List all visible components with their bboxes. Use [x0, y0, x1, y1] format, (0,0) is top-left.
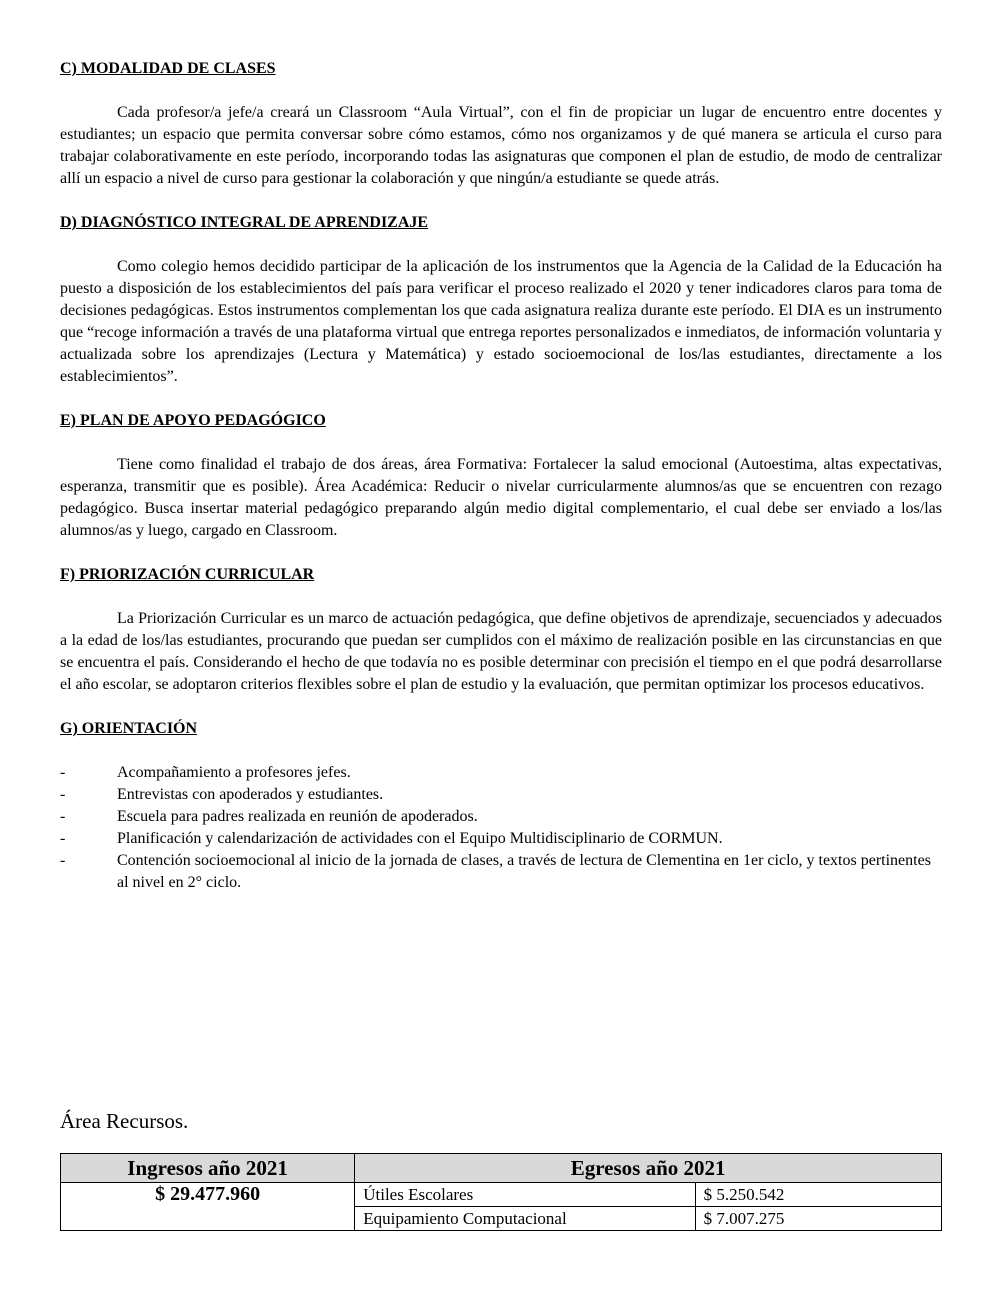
- egreso-item: Útiles Escolares: [355, 1183, 695, 1207]
- list-item: [60, 806, 942, 828]
- resources-table: [60, 1153, 942, 1231]
- ingresos-header: Ingresos año 2021: [61, 1154, 355, 1183]
- bullet-dash: -: [60, 786, 66, 803]
- table-header-row: [61, 1154, 942, 1183]
- list-item: [60, 762, 942, 784]
- section-heading: C) MODALIDAD DE CLASES: [60, 60, 276, 77]
- list-item: [60, 828, 942, 850]
- section-heading: G) ORIENTACIÓN: [60, 720, 198, 737]
- list-item-text: Entrevistas con apoderados y estudiantes.: [117, 786, 384, 803]
- section-paragraph: Tiene como finalidad el trabajo de dos áreas, área Formativa: Fortalecer la salud emocional (Autoestima, altas expectativas, esperanza, transmitir que es posible). Área Académica: Reducir o nivelar curricularmente alumnos/as que se encuentren con rezago pedagógico. Busca insertar material pedagógico preparando algún medio digital complementario, el cual debe ser enviado a los/las alumnos/as y luego, cargado en Classroom.: [60, 456, 942, 539]
- bullet-dash: -: [60, 830, 66, 847]
- document-body: [60, 58, 942, 894]
- egreso-amount: $ 5.250.542: [695, 1183, 941, 1207]
- table-row: [61, 1183, 942, 1207]
- section-diagnostico: [60, 212, 942, 388]
- section-paragraph: Como colegio hemos decidido participar de la aplicación de los instrumentos que la Agencia de la Calidad de la Educación ha puesto a disposición de los establecimientos del país para verificar el proceso realizado el 2020 y tener indicadores claros para toma de decisiones pedagógicas. Estos instrumentos complementan los que cada asignatura realiza durante este período. El DIA es un instrumento que “recoge información a través de una plataforma virtual que entrega reportes personalizados e inmediatos, de información voluntaria y actualizada sobre los aprendizajes (Lectura y Matemática) y estado socioemocional de los/las estudiantes, directamente a los establecimientos”.: [60, 258, 942, 385]
- list-item-text: Acompañamiento a profesores jefes.: [117, 764, 351, 781]
- list-item-text: Contención socioemocional al inicio de la jornada de clases, a través de lectura de Clementina en 1er ciclo, y textos pertinentes al nivel en 2° ciclo.: [117, 852, 931, 891]
- egresos-header: Egresos año 2021: [355, 1154, 942, 1183]
- section-modalidad: [60, 58, 942, 190]
- egreso-item: Equipamiento Computacional: [355, 1207, 695, 1231]
- bullet-dash: -: [60, 852, 66, 869]
- section-heading: F) PRIORIZACIÓN CURRICULAR: [60, 566, 315, 583]
- bullet-dash: -: [60, 808, 66, 825]
- section-paragraph: La Priorización Curricular es un marco de actuación pedagógica, que define objetivos de aprendizaje, secuenciados y adecuados a la edad de los/las estudiantes, procurando que puedan ser cumplidos con el máximo de realización posible en las circunstancias en que se encuentra el país. Considerando el hecho de que todavía no es posible determinar con precisión el tiempo en el que podrá desarrollarse el año escolar, se adoptaron criterios flexibles sobre el plan de estudio y la evaluación, que permitan optimizar los procesos educativos.: [60, 610, 942, 693]
- orientacion-list: [60, 762, 942, 894]
- section-heading: D) DIAGNÓSTICO INTEGRAL DE APRENDIZAJE: [60, 214, 429, 231]
- bullet-dash: -: [60, 764, 66, 781]
- egreso-amount: $ 7.007.275: [695, 1207, 941, 1231]
- section-paragraph: Cada profesor/a jefe/a creará un Classroom “Aula Virtual”, con el fin de propiciar un lugar de encuentro entre docentes y estudiantes; un espacio que permita conversar sobre cómo estamos, cómo nos organizamos y de qué manera se articula el curso para trabajar colaborativamente en este período, incorporando todas las asignaturas que componen el plan de estudio, de modo de centralizar allí un espacio a nivel de curso para gestionar la colaboración y que ningún/a estudiante se quede atrás.: [60, 104, 942, 187]
- ingresos-total: $ 29.477.960: [61, 1183, 355, 1231]
- list-item-text: Planificación y calendarización de actividades con el Equipo Multidisciplinario de CORMUN.: [117, 830, 723, 847]
- section-heading: E) PLAN DE APOYO PEDAGÓGICO: [60, 412, 326, 429]
- list-item-text: Escuela para padres realizada en reunión de apoderados.: [117, 808, 478, 825]
- area-recursos-title: Área Recursos.: [60, 1109, 189, 1133]
- section-plan-apoyo: [60, 410, 942, 542]
- list-item: [60, 850, 942, 894]
- list-item: [60, 784, 942, 806]
- section-orientacion: [60, 718, 942, 894]
- section-priorizacion: [60, 564, 942, 696]
